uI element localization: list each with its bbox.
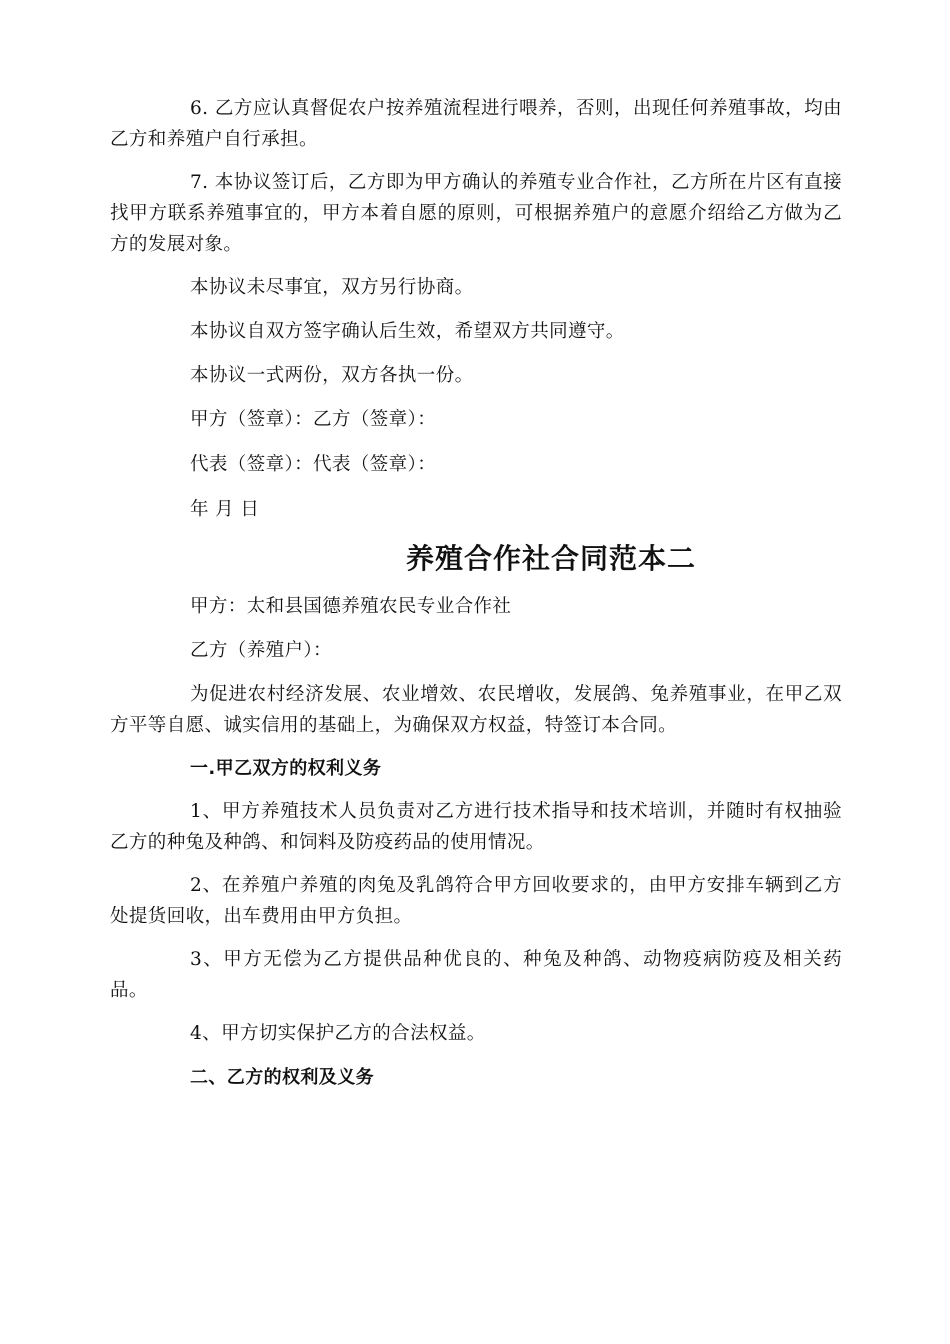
clause-unfinished-matters: 本协议未尽事宜，双方另行协商。	[190, 277, 474, 298]
clause-copies: 本协议一式两份，双方各执一份。	[190, 365, 474, 386]
section-1-item: 3、甲方无偿为乙方提供品种优良的、种兔及种鸽、动物疫病防疫及相关药 品。	[110, 949, 842, 1001]
date-line: 年 月 日	[190, 499, 260, 520]
section-1-heading: 一.甲乙双方的权利义务	[190, 758, 382, 779]
contract-title: 养殖合作社合同范本二	[405, 542, 696, 575]
party-b: 乙方（养殖户）：	[190, 640, 332, 661]
document-page	[110, 93, 842, 1105]
party-a: 甲方：太和县国德养殖农民专业合作社	[190, 596, 512, 617]
section-1-item: 2、在养殖户养殖的肉兔及乳鸽符合甲方回收要求的，由甲方安排车辆到乙方处提货回收，出车费用由甲方负担。	[110, 875, 842, 927]
signature-party-line: 甲方（签章）：乙方（签章）：	[190, 409, 437, 430]
clause-7: 7. 本协议签订后，乙方即为甲方确认的养殖专业合作社，乙方所在片区有直接找甲方联系养殖事宜的，甲方本着自愿的原则，可根据养殖户的意愿介绍给乙方做为乙方的发展对象。	[110, 172, 842, 255]
section-1-item: 4、甲方切实保护乙方的合法权益。	[190, 1023, 486, 1044]
preamble: 为促进农村经济发展、农业增效、农民增收，发展鸽、兔养殖事业，在甲乙双方平等自愿、诚实信用的基础上，为确保双方权益，特签订本合同。	[110, 684, 842, 736]
section-2-heading: 二、乙方的权利及义务	[190, 1067, 374, 1088]
clause-6: 6. 乙方应认真督促农户按养殖流程进行喂养，否则，出现任何养殖事故，均由乙方和养殖户自行承担。	[110, 98, 842, 150]
clause-effective: 本协议自双方签字确认后生效，希望双方共同遵守。	[190, 321, 625, 342]
signature-representative-line: 代表（签章）：代表（签章）：	[190, 454, 437, 475]
section-1-item: 1、甲方养殖技术人员负责对乙方进行技术指导和技术培训，并随时有权抽验乙方的种兔及种鸽、和饲料及防疫药品的使用情况。	[110, 801, 842, 853]
